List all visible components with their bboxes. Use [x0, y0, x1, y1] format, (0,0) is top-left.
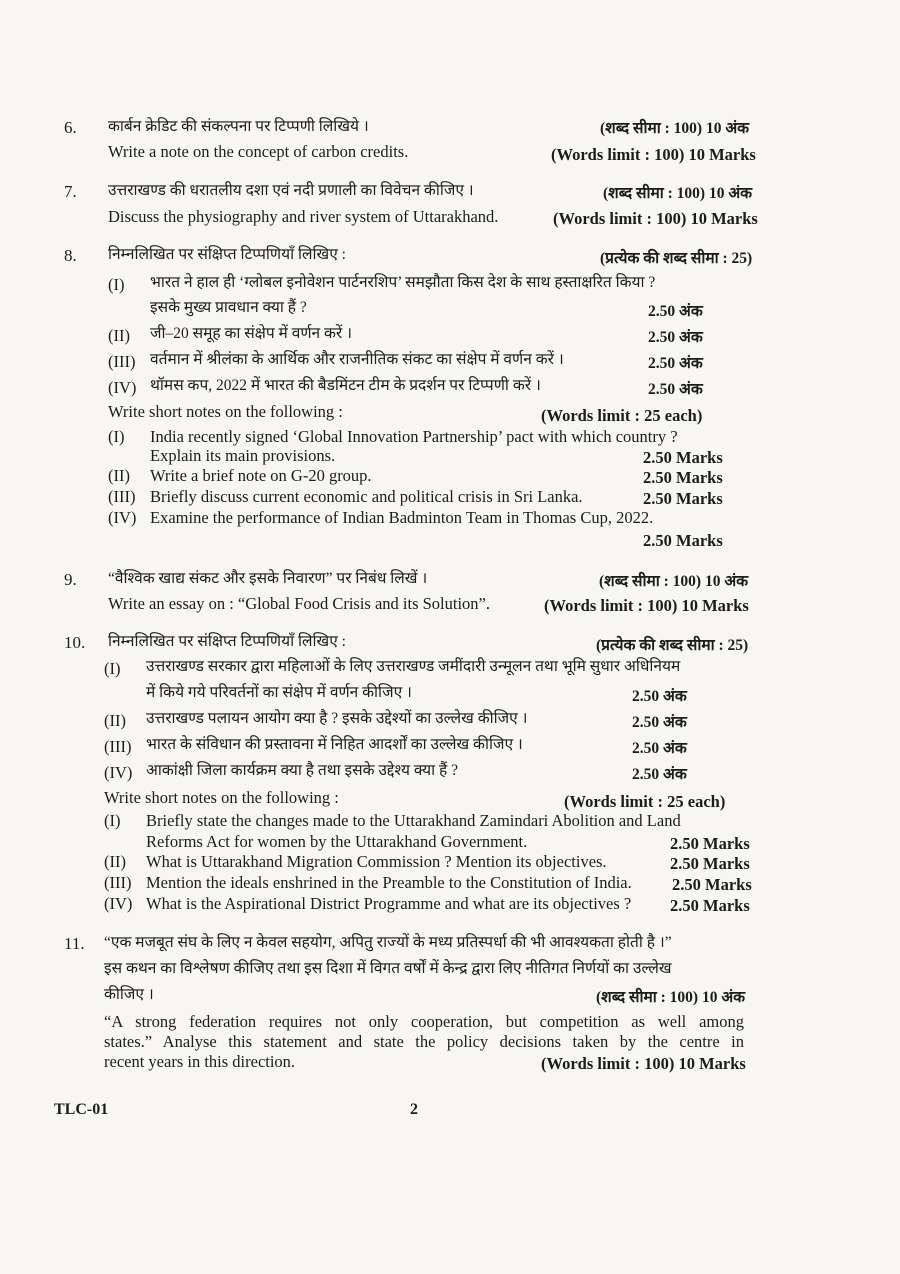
item-marks-english: 2.50 Marks [670, 834, 750, 853]
question-text-english: Write a note on the concept of carbon credits. [108, 142, 409, 161]
question-text-hindi: कीजिए । [104, 986, 154, 1003]
item-text-hindi: थॉमस कप, 2022 में भारत की बैडमिंटन टीम के प्रदर्शन पर टिप्पणी करें । [150, 377, 541, 394]
word-limit-english: (Words limit : 25 each) [564, 792, 726, 811]
item-label: (II) [108, 326, 130, 345]
item-marks-english: 2.50 Marks [670, 896, 750, 915]
item-marks-hindi: 2.50 अंक [632, 714, 687, 731]
item-text-english: Mention the ideals enshrined in the Preamble to the Constitution of India. [146, 873, 632, 892]
marks-hindi: (शब्द सीमा : 100) 10 अंक [603, 185, 753, 202]
item-label: (II) [104, 711, 126, 730]
question-text-english: Write short notes on the following : [104, 788, 339, 807]
item-text-english: What is Uttarakhand Migration Commission ? Mention its objectives. [146, 852, 607, 871]
item-text-hindi: इसके मुख्य प्रावधान क्या हैं ? [150, 299, 307, 316]
item-label: (II) [104, 852, 126, 871]
item-label: (III) [104, 737, 132, 756]
word-limit-hindi: (प्रत्येक की शब्द सीमा : 25) [600, 250, 753, 267]
marks-hindi: (शब्द सीमा : 100) 10 अंक [599, 573, 749, 590]
item-text-english: India recently signed ‘Global Innovation Partnership’ pact with which country ? [150, 427, 678, 446]
question-text-hindi: “एक मजबूत संघ के लिए न केवल सहयोग, अपितु राज्यों के मध्य प्रतिस्पर्धा की भी आवश्यकता होती है ।” [104, 934, 672, 951]
item-label: (III) [104, 873, 132, 892]
item-text-hindi: उत्तराखण्ड सरकार द्वारा महिलाओं के लिए उत्तराखण्ड जमींदारी उन्मूलन तथा भूमि सुधार अधिनियम [146, 658, 681, 675]
word-limit-hindi: (प्रत्येक की शब्द सीमा : 25) [596, 637, 749, 654]
word-limit-english: (Words limit : 25 each) [541, 406, 703, 425]
item-text-english: Explain its main provisions. [150, 446, 336, 465]
item-text-english: Briefly state the changes made to the Uttarakhand Zamindari Abolition and Land [146, 811, 681, 830]
item-text-hindi: जी–20 समूह का संक्षेप में वर्णन करें । [150, 325, 352, 342]
question-text-hindi: निम्नलिखित पर संक्षिप्त टिप्पणियाँ लिखिए : [108, 246, 346, 263]
question-text-english: Write an essay on : “Global Food Crisis and its Solution”. [108, 594, 491, 613]
item-text-english: Briefly discuss current economic and political crisis in Sri Lanka. [150, 487, 583, 506]
item-marks-hindi: 2.50 अंक [632, 766, 687, 783]
marks-hindi: (शब्द सीमा : 100) 10 अंक [600, 120, 750, 137]
item-marks-english: 2.50 Marks [643, 531, 723, 550]
item-label: (III) [108, 487, 136, 506]
question-number: 6. [64, 118, 77, 137]
question-number: 8. [64, 246, 77, 265]
question-text-hindi: उत्तराखण्ड की धरातलीय दशा एवं नदी प्रणाली का विवेचन कीजिए । [108, 182, 474, 199]
marks-english: (Words limit : 100) 10 Marks [551, 145, 756, 164]
marks-english: (Words limit : 100) 10 Marks [553, 209, 758, 228]
question-text-english: recent years in this direction. [104, 1052, 296, 1071]
item-label: (IV) [104, 763, 133, 782]
question-number: 9. [64, 570, 77, 589]
question-text-english: Discuss the physiography and river system of Uttarakhand. [108, 207, 499, 226]
item-marks-english: 2.50 Marks [643, 448, 723, 467]
item-text-english: What is the Aspirational District Programme and what are its objectives ? [146, 894, 632, 913]
marks-hindi: (शब्द सीमा : 100) 10 अंक [596, 989, 746, 1006]
item-label: (IV) [108, 508, 137, 527]
marks-english: (Words limit : 100) 10 Marks [541, 1054, 746, 1073]
question-text-english: “A strong federation requires not only cooperation, but competition as well among [104, 1012, 744, 1031]
item-label: (I) [104, 811, 121, 830]
item-text-english: Write a brief note on G-20 group. [150, 466, 372, 485]
item-text-hindi: में किये गये परिवर्तनों का संक्षेप में वर्णन कीजिए । [146, 684, 412, 701]
item-label: (I) [108, 275, 125, 294]
item-text-english: Reforms Act for women by the Uttarakhand Government. [146, 832, 528, 851]
item-marks-hindi: 2.50 अंक [648, 329, 703, 346]
item-marks-english: 2.50 Marks [670, 854, 750, 873]
page-number: 2 [410, 1101, 418, 1118]
question-text-english: states.” Analyse this statement and state the policy decisions taken by the centre in [104, 1032, 744, 1051]
item-label: (I) [104, 659, 121, 678]
item-marks-english: 2.50 Marks [672, 875, 752, 894]
item-marks-hindi: 2.50 अंक [648, 355, 703, 372]
item-label: (I) [108, 427, 125, 446]
item-marks-english: 2.50 Marks [643, 489, 723, 508]
question-number: 10. [64, 633, 86, 652]
item-text-hindi: भारत ने हाल ही ‘ग्लोबल इनोवेशन पार्टनरशिप’ समझौता किस देश के साथ हस्ताक्षरित किया ? [150, 274, 656, 291]
item-marks-hindi: 2.50 अंक [632, 740, 687, 757]
question-text-english: Write short notes on the following : [108, 402, 343, 421]
item-text-english: Examine the performance of Indian Badminton Team in Thomas Cup, 2022. [150, 508, 654, 527]
item-text-hindi: भारत के संविधान की प्रस्तावना में निहित आदर्शों का उल्लेख कीजिए । [146, 736, 523, 753]
question-text-hindi: इस कथन का विश्लेषण कीजिए तथा इस दिशा में विगत वर्षों में केन्द्र द्वारा लिए नीतिगत निर्णयों का उल्लेख [104, 960, 672, 977]
item-marks-english: 2.50 Marks [643, 468, 723, 487]
item-label: (IV) [108, 378, 137, 397]
question-text-hindi: कार्बन क्रेडिट की संकल्पना पर टिप्पणी लिखिये । [108, 118, 369, 135]
item-marks-hindi: 2.50 अंक [632, 688, 687, 705]
question-number: 11. [64, 934, 85, 953]
item-text-hindi: उत्तराखण्ड पलायन आयोग क्या है ? इसके उद्देश्यों का उल्लेख कीजिए । [146, 710, 528, 727]
item-text-hindi: वर्तमान में श्रीलंका के आर्थिक और राजनीतिक संकट का संक्षेप में वर्णन करें । [150, 351, 564, 368]
paper-code: TLC-01 [54, 1101, 109, 1118]
item-label: (III) [108, 352, 136, 371]
question-number: 7. [64, 182, 77, 201]
item-text-hindi: आकांक्षी जिला कार्यक्रम क्या है तथा इसके उद्देश्य क्या हैं ? [146, 762, 459, 779]
item-label: (IV) [104, 894, 133, 913]
question-text-hindi: “वैश्विक खाद्य संकट और इसके निवारण” पर निबंध लिखें । [108, 570, 428, 587]
question-text-hindi: निम्नलिखित पर संक्षिप्त टिप्पणियाँ लिखिए : [108, 633, 346, 650]
item-marks-hindi: 2.50 अंक [648, 303, 703, 320]
marks-english: (Words limit : 100) 10 Marks [544, 596, 749, 615]
item-label: (II) [108, 466, 130, 485]
item-marks-hindi: 2.50 अंक [648, 381, 703, 398]
